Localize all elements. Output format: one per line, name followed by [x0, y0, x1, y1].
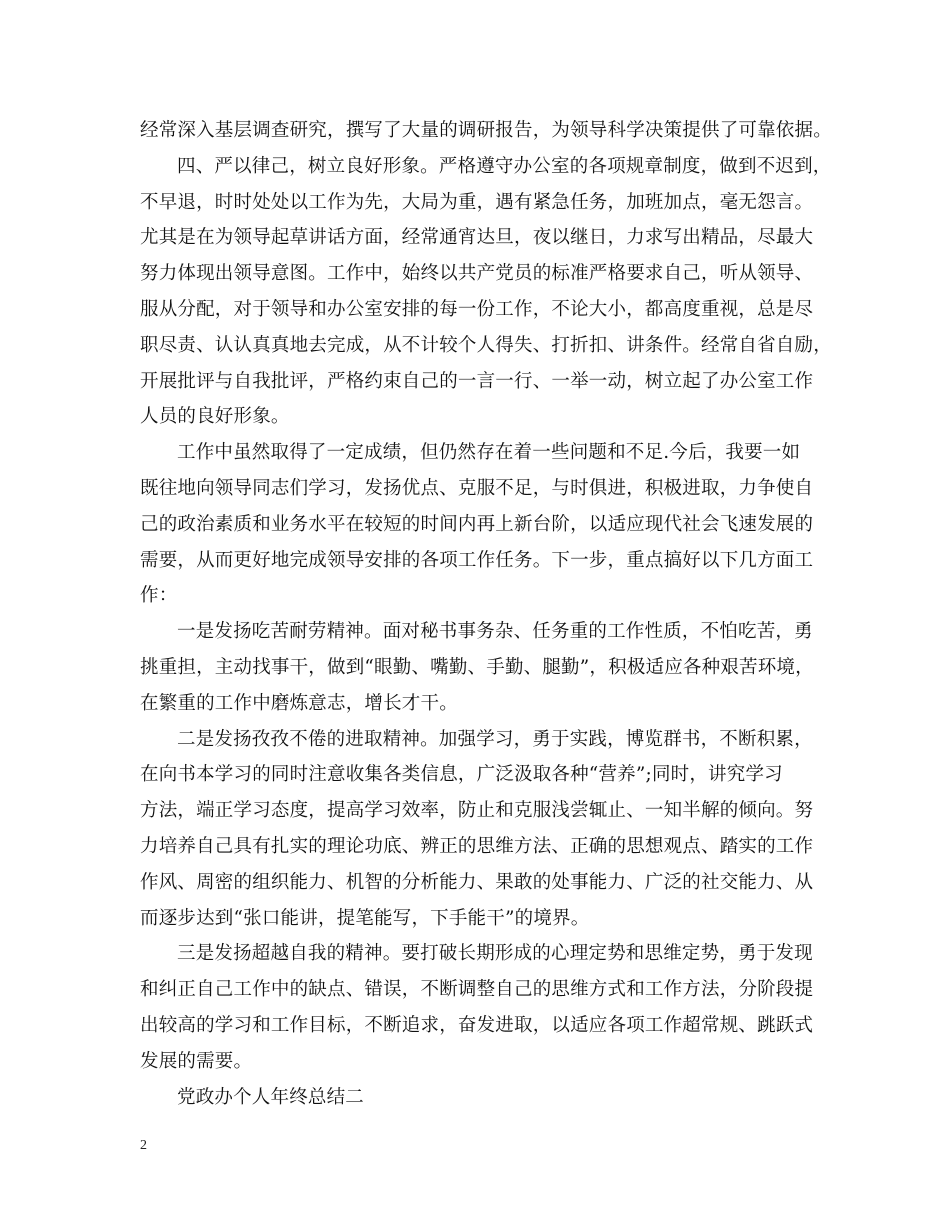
document-body: [140, 113, 830, 1115]
text-line: 需要，从而更好地完成领导安排的各项工作任务。下一步，重点搞好以下几方面工: [140, 549, 814, 571]
text-line: 工作中虽然取得了一定成绩，但仍然存在着一些问题和不足.今后，我要一如: [177, 442, 801, 464]
text-line: 不早退，时时处处以工作为先，大局为重，遇有紧急任务，加班加点，毫无怨言。: [140, 191, 814, 213]
text-line: 开展批评与自我批评，严格约束自己的一言一行、一举一动，树立起了办公室工作: [140, 370, 814, 392]
text-line: 在向书本学习的同时注意收集各类信息，广泛汲取各种“营养”;同时，讲究学习: [140, 764, 783, 786]
text-line: 二是发扬孜孜不倦的进取精神。加强学习，勇于实践，博览群书，不断积累，: [177, 728, 813, 750]
text-line: 方法，端正学习态度，提高学习效率，防止和克服浅尝辄止、一知半解的倾向。努: [140, 800, 814, 822]
text-line: 在繁重的工作中磨炼意志，增长才干。: [140, 692, 458, 714]
text-line: 服从分配，对于领导和办公室安排的每一份工作，不论大小，都高度重视，总是尽: [140, 298, 814, 320]
text-line: 努力体现出领导意图。工作中，始终以共产党员的标准严格要求自己，听从领导、: [140, 263, 814, 285]
text-line: 人员的良好形象。: [140, 406, 290, 428]
text-line: 作风、周密的组织能力、机智的分析能力、果敢的处事能力、广泛的社交能力、从: [140, 871, 814, 893]
text-line: 经常深入基层调查研究，撰写了大量的调研报告，为领导科学决策提供了可靠依据。: [140, 120, 832, 141]
text-line: 和纠正自己工作中的缺点、错误，不断调整自己的思维方式和工作方法，分阶段提: [140, 979, 814, 1001]
text-line: 作：: [140, 585, 178, 607]
text-line: 挑重担，主动找事干，做到“眼勤、嘴勤、手勤、腿勤”，积极适应各种艰苦环境，: [140, 656, 814, 678]
text-line: 职尽责、认认真真地去完成，从不计较个人得失、打折扣、讲条件。经常自省自励，: [140, 334, 832, 356]
text-line: 而逐步达到“张口能讲，提笔能写，下手能干”的境界。: [140, 907, 590, 929]
text-line: 发展的需要。: [140, 1050, 253, 1072]
text-line: 尤其是在为领导起草讲话方面，经常通宵达旦，夜以继日，力求写出精品，尽最大: [140, 227, 814, 249]
text-line: 既往地向领导同志们学习，发扬优点、克服不足，与时俱进，积极进取，力争使自: [140, 477, 814, 499]
text-line: 力培养自己具有扎实的理论功底、辨正的思维方法、正确的思想观点、踏实的工作: [140, 835, 814, 857]
page-number: 2: [140, 1138, 147, 1153]
text-line: 党政办个人年终总结二: [177, 1086, 365, 1108]
text-line: 己的政治素质和业务水平在较短的时间内再上新台阶，以适应现代社会飞速发展的: [140, 513, 814, 535]
text-line: 三是发扬超越自我的精神。要打破长期形成的心理定势和思维定势，勇于发现: [177, 943, 813, 965]
text-line: 四、严以律己，树立良好形象。严格遵守办公室的各项规章制度，做到不迟到，: [177, 155, 832, 177]
text-line: 出较高的学习和工作目标，不断追求，奋发进取，以适应各项工作超常规、跳跃式: [140, 1014, 814, 1036]
text-line: 一是发扬吃苦耐劳精神。面对秘书事务杂、任务重的工作性质，不怕吃苦，勇: [177, 621, 813, 643]
